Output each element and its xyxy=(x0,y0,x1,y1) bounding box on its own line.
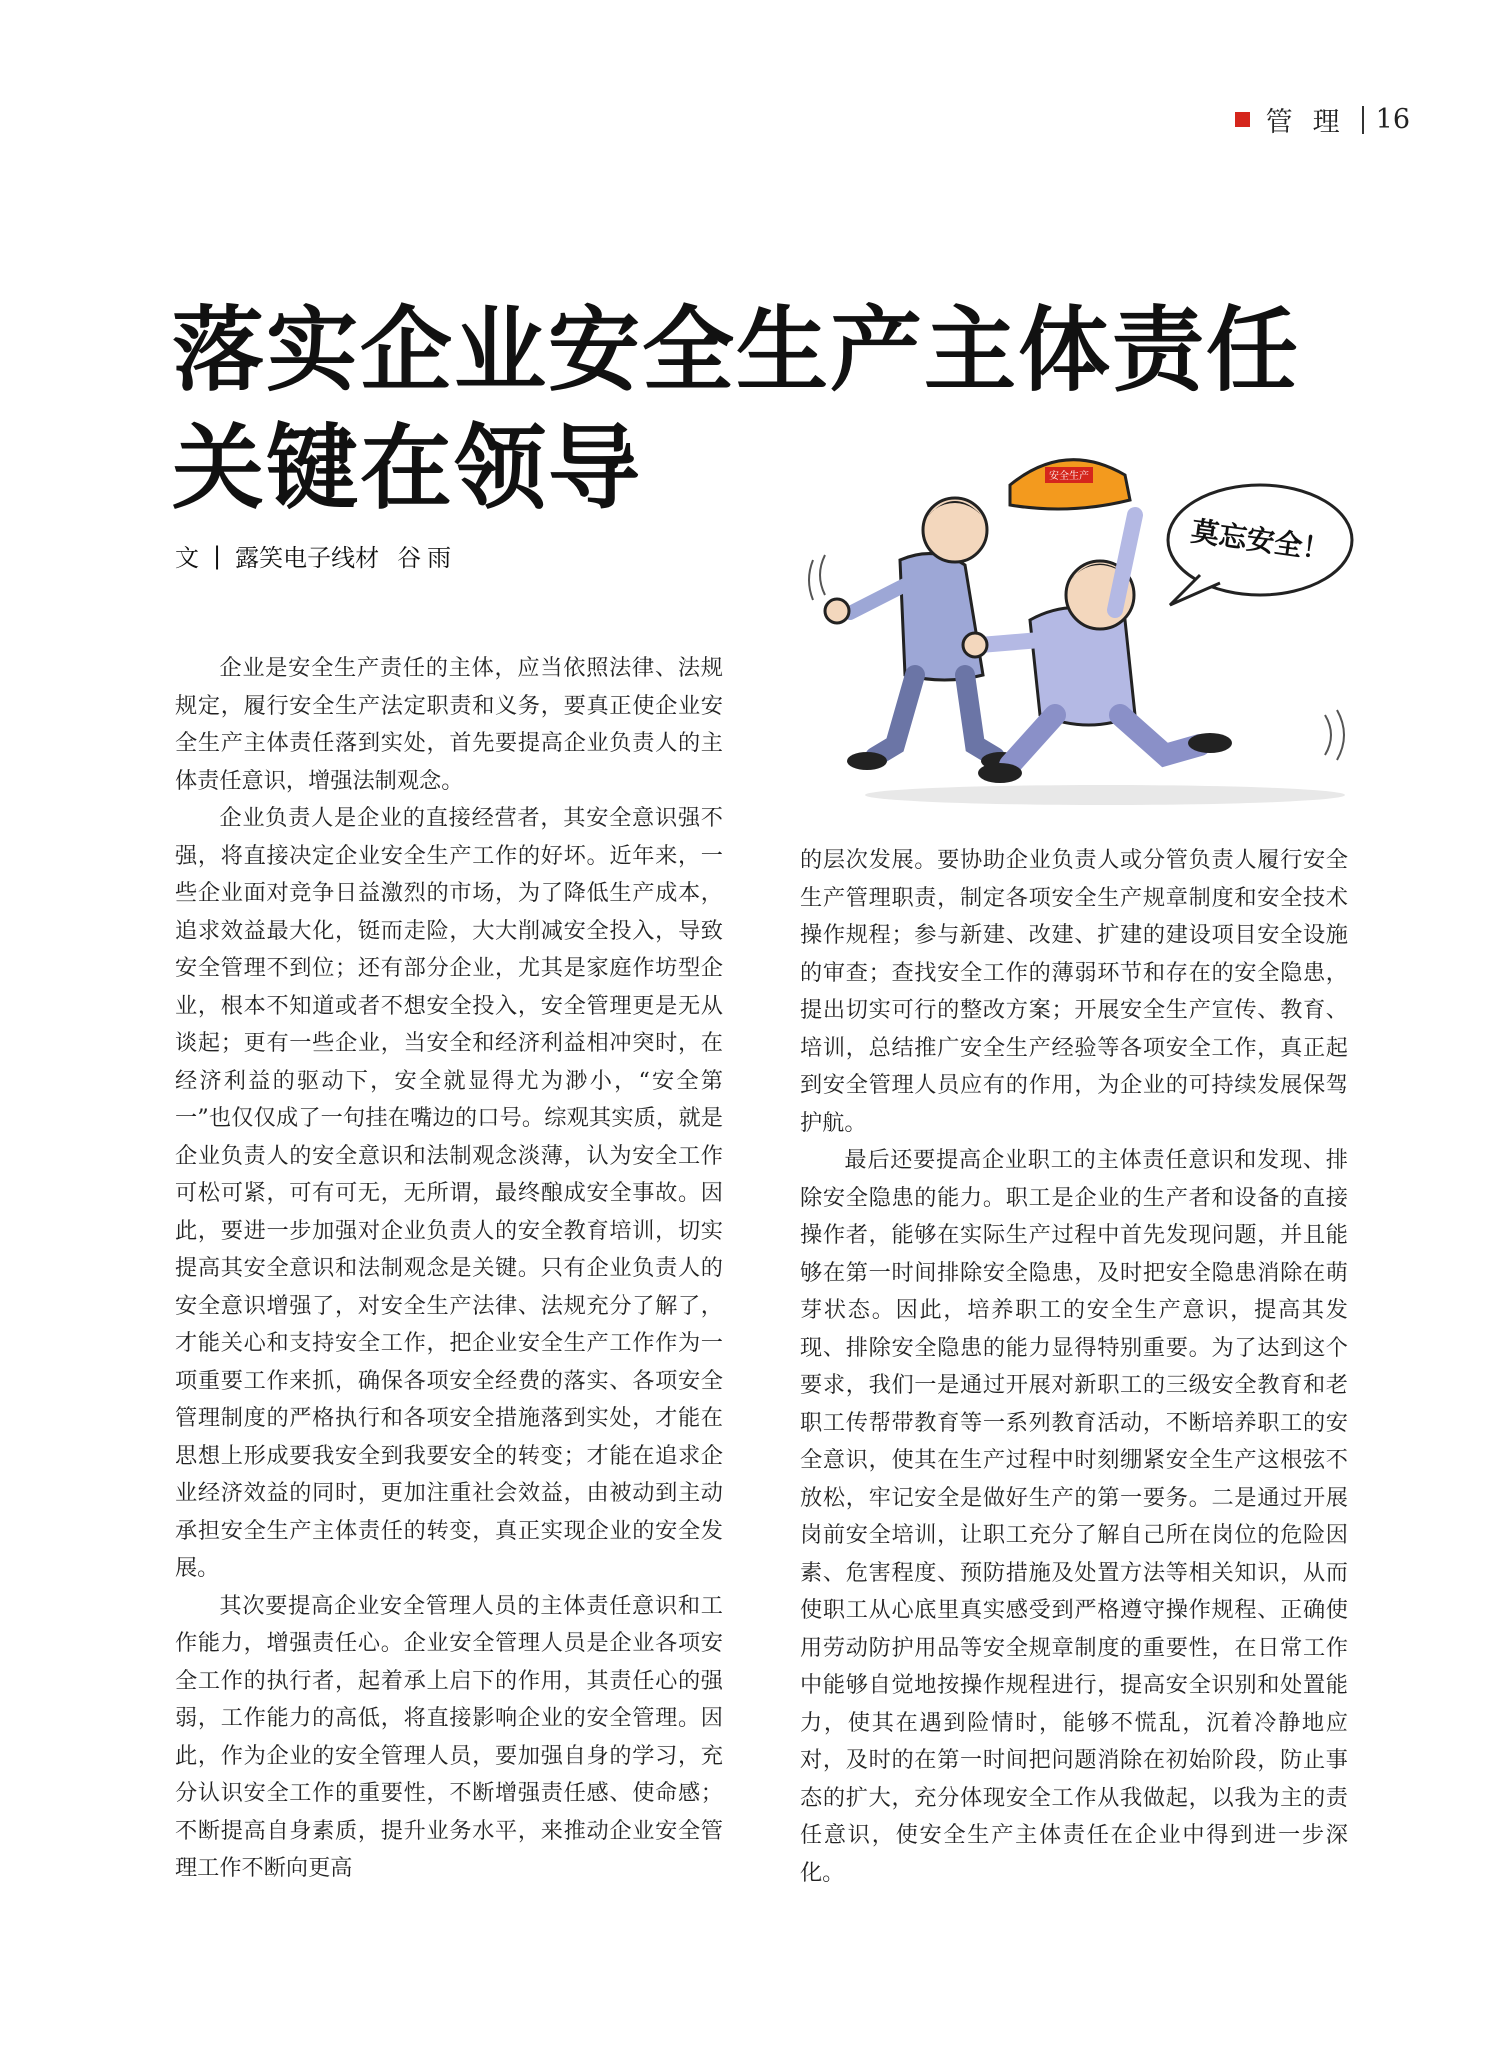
paragraph-4: 最后还要提高企业职工的主体责任意识和发现、排除安全隐患的能力。职工是企业的生产者和设备的直接操作者，能够在实际生产过程中首先发现问题，并且能够在第一时间排除安全隐患，及时把安全隐患消除在萌芽状态。因此，培养职工的安全生产意识，提高其发现、排除安全隐患的能力显得特别重要。为了达到这个要求，我们一是通过开展对新职工的三级安全教育和老职工传帮带教育等一系列教育活动，不断培养职工的安全意识，使其在生产过程中时刻绷紧安全生产这根弦不放松，牢记安全是做好生产的第一要务。二是通过开展岗前安全培训，让职工充分了解自己所在岗位的危险因素、危害程度、预防措施及处置方法等相关知识，从而使职工从心底里真实感受到严格遵守操作规程、正确使用劳动防护用品等安全规章制度的重要性，在日常工作中能够自觉地按操作规程进行，提高安全识别和处置能力，使其在遇到险情时，能够不慌乱，沉着冷静地应对，及时的在第一时间把问题消除在初始阶段，防止事态的扩大，充分体现安全工作从我做起，以我为主的责任意识，使安全生产主体责任在企业中得到进一步深化。 xyxy=(800,1147,1348,1886)
paragraph-2: 企业负责人是企业的直接经营者，其安全意识强不强，将直接决定企业安全生产工作的好坏。近年来，一些企业面对竞争日益激烈的市场，为了降低生产成本，追求效益最大化，铤而走险，大大削减安全投入，导致安全管理不到位；还有部分企业，尤其是家庭作坊型企业，根本不知道或者不想安全投入，安全管理更是无从谈起；更有一些企业，当安全和经济利益相冲突时，在经济利益的驱动下，安全就显得尤为渺小，“安全第一”也仅仅成了一句挂在嘴边的口号。综观其实质，就是企业负责人的安全意识和法制观念淡薄，认为安全工作可松可紧，可有可无，无所谓，最终酿成安全事故。因此，要进一步加强对企业负责人的安全教育培训，切实提高其安全意识和法制观念是关键。只有企业负责人的安全意识增强了，对安全生产法律、法规充分了解了，才能关心和支持安全工作，把企业安全生产工作作为一项重要工作来抓，确保各项安全经费的落实、各项安全管理制度的严格执行和各项安全措施落到实处，才能在思想上形成要我安全到我要安全的转变；才能在追求企业经济效益的同时，更加注重社会效益，由被动到主动承担安全生产主体责任的转变，真正实现企业的安全发展。 xyxy=(175,805,723,1581)
byline-organization: 露笑电子线材 xyxy=(235,544,380,572)
paragraph-3-start: 其次要提高企业安全管理人员的主体责任意识和工作能力，增强责任心。企业安全管理人员是企业各项安全工作的执行者，起着承上启下的作用，其责任心的强弱，工作能力的高低，将直接影响企业的安全管理。因此，作为企业的安全管理人员，要加强自身的学习，充分认识安全工作的重要性，不断增强责任感、使命感；不断提高自身素质，提升业务水平，来推动企业安全管理工作不断向更高 xyxy=(175,1592,723,1881)
paragraph-1: 企业是安全生产责任的主体，应当依照法律、法规规定，履行安全生产法定职责和义务，要真正使企业安全生产主体责任落到实处，首先要提高企业负责人的主体责任意识，增强法制观念。 xyxy=(175,655,723,794)
worker-walking-away-figure xyxy=(825,498,1021,770)
byline xyxy=(175,538,457,573)
text-column-right xyxy=(800,842,1348,1892)
paragraph-3-continued: 的层次发展。要协助企业负责人或分管负责人履行安全生产管理职责，制定各项安全生产规章制度和安全技术操作规程；参与新建、改建、扩建的建设项目安全设施的审查；查找安全工作的薄弱环节和存在的安全隐患，提出切实可行的整改方案；开展安全生产宣传、教育、培训，总结推广安全生产经验等各项安全工作，真正起到安全管理人员应有的作用，为企业的可持续发展保驾护航。 xyxy=(800,847,1348,1136)
page-header xyxy=(1235,100,1410,139)
speech-bubble xyxy=(1168,485,1352,605)
motion-lines xyxy=(809,555,825,600)
safety-cartoon-illustration xyxy=(805,445,1365,810)
text-column-left xyxy=(175,650,723,1888)
safety-helmet-icon xyxy=(1010,460,1130,509)
title-line-2: 关键在领导 xyxy=(172,415,643,522)
byline-prefix: 文 xyxy=(175,544,199,572)
byline-author: 谷雨 xyxy=(397,544,458,572)
header-divider xyxy=(1362,106,1364,134)
byline-separator: | xyxy=(213,541,222,570)
section-marker-square xyxy=(1235,112,1250,127)
section-label: 管理 xyxy=(1265,107,1360,138)
helmet-label: 安全生产 xyxy=(1049,471,1089,482)
motion-lines-right xyxy=(1325,710,1344,760)
speech-bubble-text: 莫忘安全！ xyxy=(1189,514,1333,567)
title-line-1: 落实企业安全生产主体责任 xyxy=(172,297,1301,404)
page-number: 16 xyxy=(1375,104,1410,135)
